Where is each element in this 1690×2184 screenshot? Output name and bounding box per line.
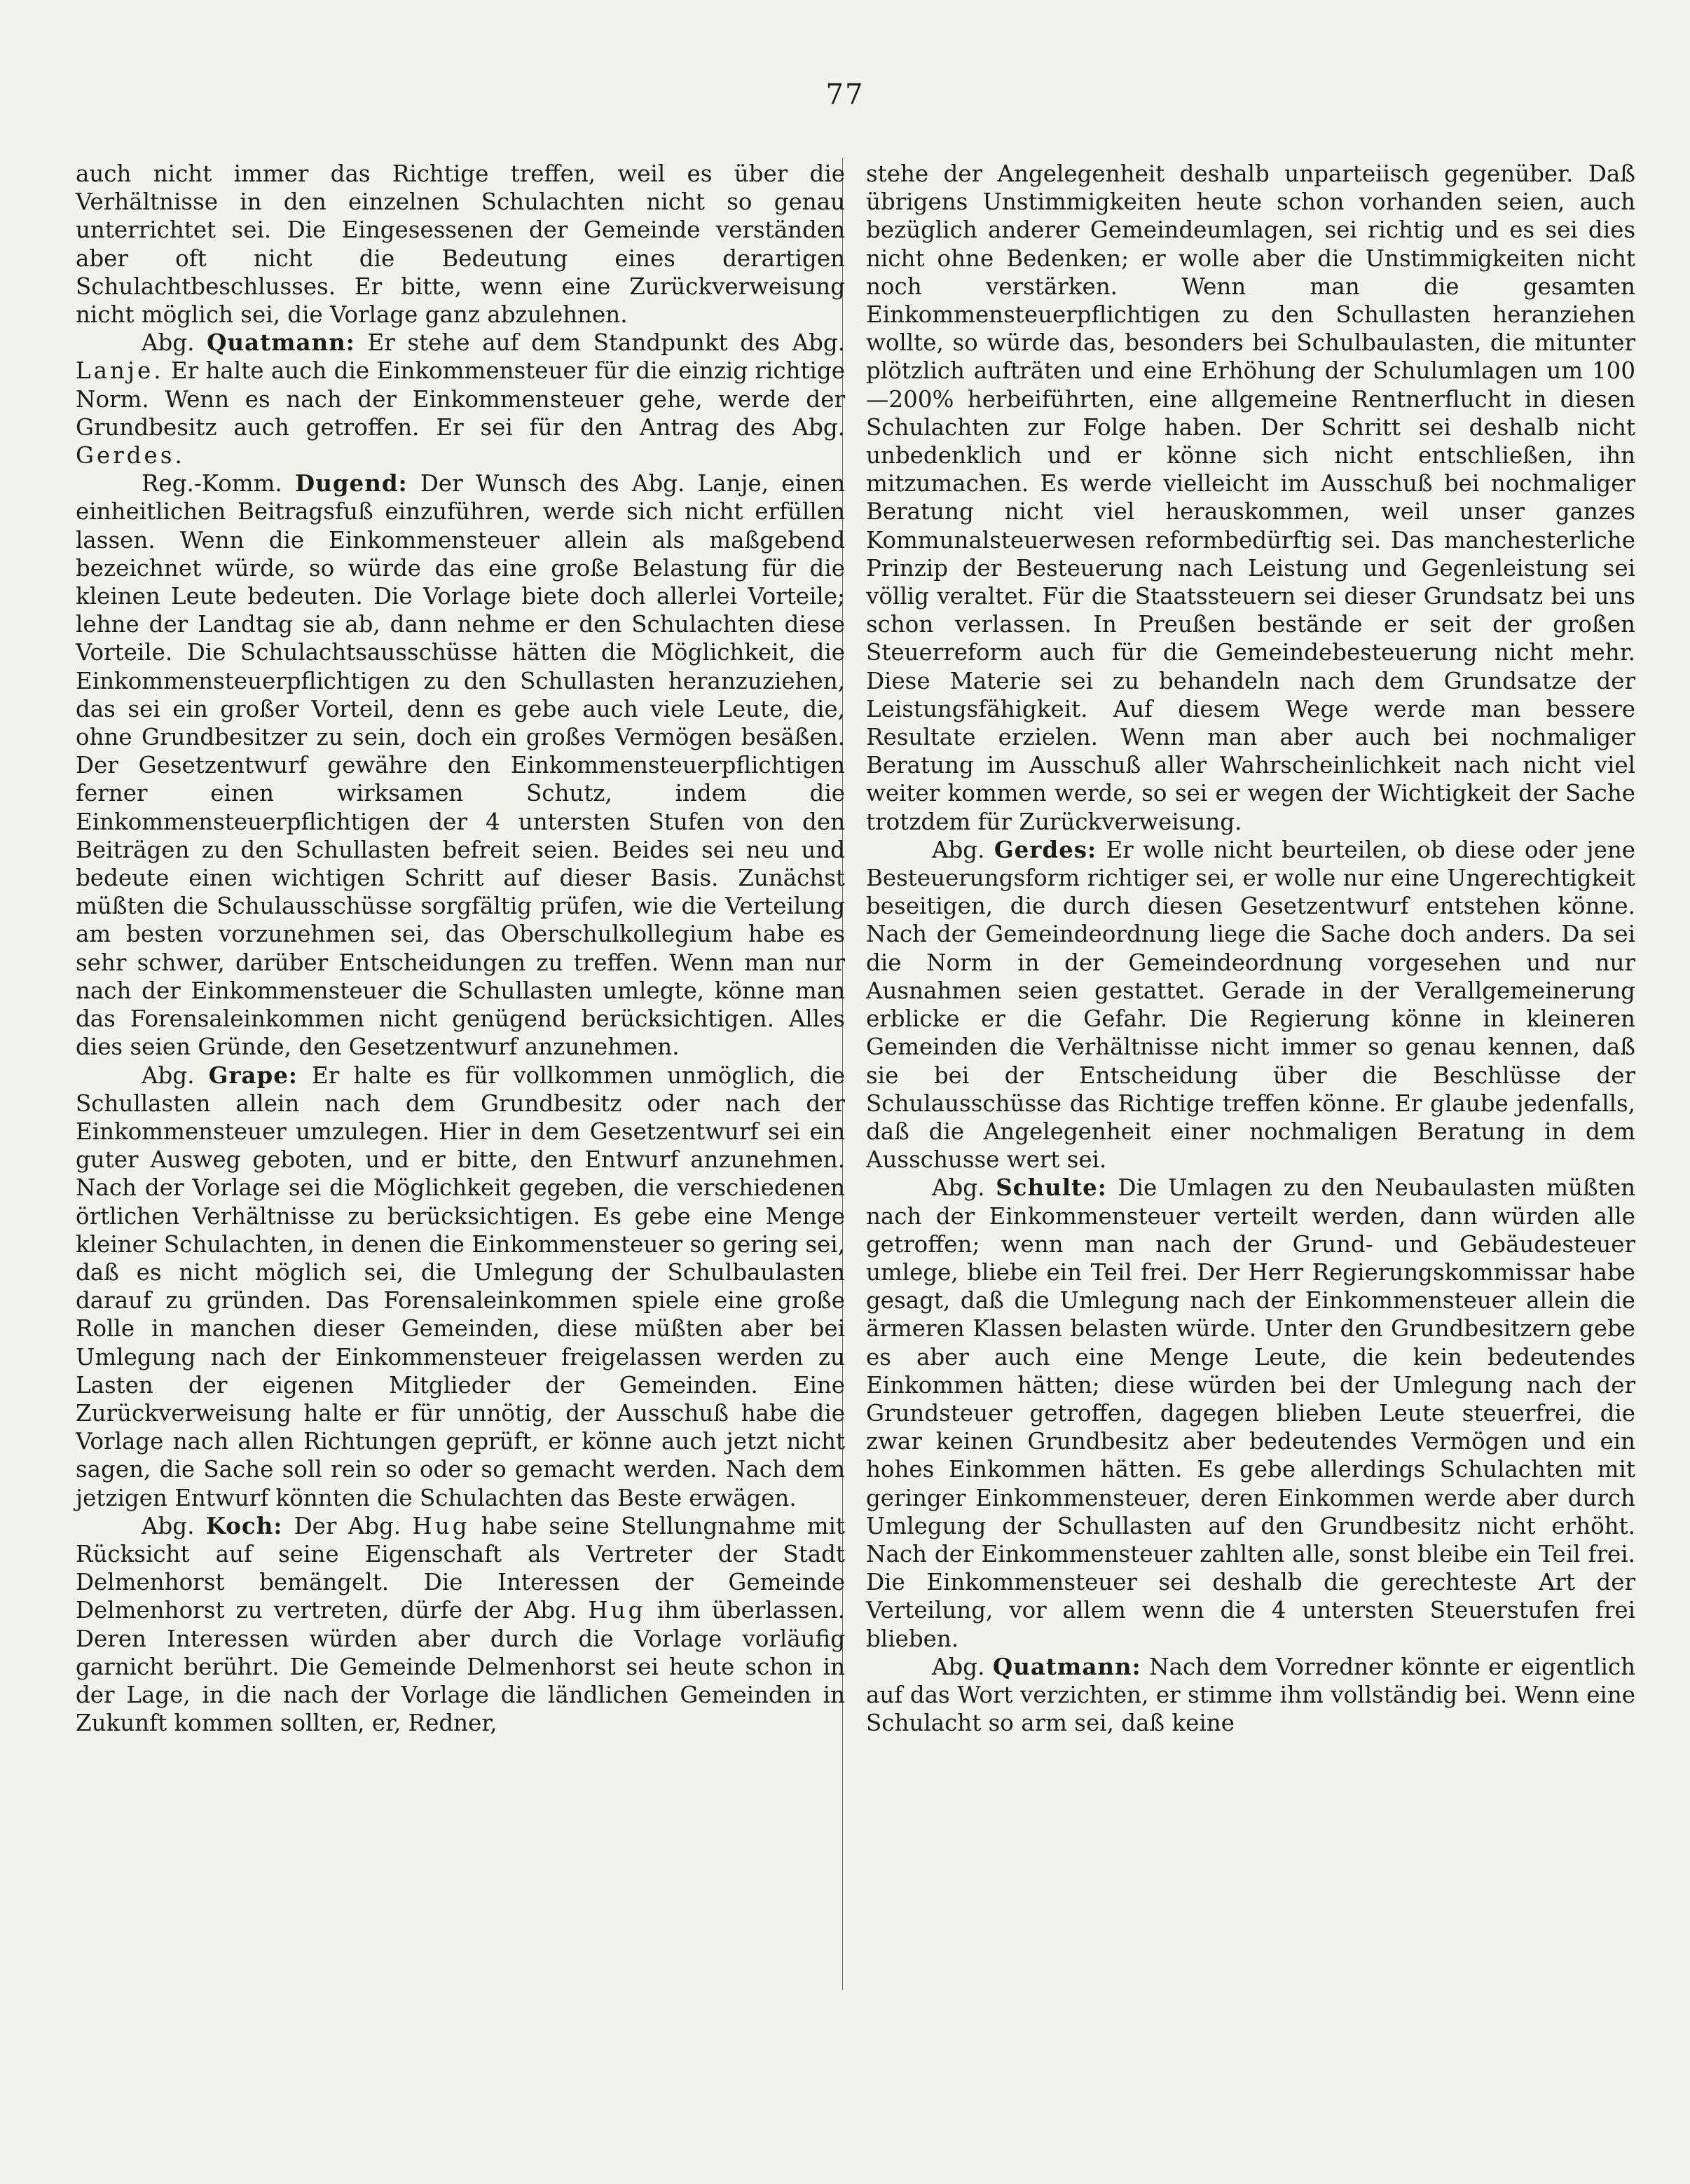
speaker-name: Dugend: [295,469,408,497]
paragraph [866,836,1635,1174]
paragraph [76,1512,845,1738]
paragraph-text: Er stehe auf dem Standpunkt des Abg. [367,329,845,357]
speaker-name: Gerdes: [994,835,1097,863]
speaker-name: Schulte: [996,1174,1107,1202]
speaker-title: Abg. [932,1653,985,1680]
paragraph [76,329,845,469]
speaker-name: Grape: [208,1061,298,1089]
paragraph-text: Die Umlagen zu den Neubaulasten müßten nach der Einkommensteuer verteilt werden, dann würden alle getroffen; wenn man nach der Grund- und Gebäudesteuer umlege, bliebe ein Teil frei. Der Herr Regierungskommissar habe gesagt, daß die Umlegung nach der Einkommensteuer allein die ärmeren Klassen belasten würde. Unter den Grundbesitzern gebe es aber auch eine Menge Leute, die kein bedeutendes Einkommen hätten; diese würden bei der Umlegung nach der Grundsteuer getroffen, dagegen blieben Leute steuerfrei, die zwar keinen Grundbesitz aber bedeutendes Vermögen und ein hohes Einkommen hätten. Es gebe allerdings Schulachten mit geringer Einkommensteuer, deren Einkommen werde aber durch Umlegung der Schullasten auf den Grundbesitz nicht erhöht. Nach der Einkommensteuer zahlten alle, sonst bleibe ein Teil frei. Die Einkommensteuer sei deshalb die gerechteste Art der Verteilung, vor allem wenn die 4 untersten Steuerstufen frei blieben. [866,1174,1635,1652]
paragraph-text: habe seine Stellungnahme mit Rücksicht auf seine Eigenschaft als Vertreter der Stadt Delmenhorst bemängelt. Die Interessen der Gemeinde Delmenhorst zu vertreten, dürfe der Abg. [76,1512,845,1624]
paragraph [76,469,845,1061]
speaker-title: Abg. [142,1062,195,1089]
paragraph-text: Er wolle nicht beurteilen, ob diese oder jene Besteuerungsform richtiger sei, er wolle nur eine Ungerechtigkeit beseitigen, die durch diesen Gesetzentwurf entstehen könne. Nach der Gemeindeordnung liege die Sache doch anders. Da sei die Norm in der Gemeindeordnung vorgesehen und nur Ausnahmen seien gestattet. Gerade in der Verallgemeinerung erblicke er die Gefahr. Die Regierung könne in kleineren Gemeinden die Verhältnisse nicht immer so genau kennen, daß sie bei der Entscheidung über die Beschlüsse der Schulausschüsse das Richtige treffen könne. Er glaube jedenfalls, daß die Angelegenheit einer nochmaligen Beratung in dem Ausschusse wert sei. [866,836,1635,1174]
paragraph-text: ihm überlassen. Deren Interessen würden aber durch die Vorlage vorläufig garnicht berührt. Die Gemeinde Delmenhorst sei heute schon in der Lage, in die nach der Vorlage die ländlichen Gemeinden in Zukunft kommen sollten, er, Redner, [76,1597,845,1737]
page-number: 77 [825,78,865,111]
paragraph-text: Er halte es für vollkommen unmöglich, die Schullasten allein nach dem Grundbesitz oder nach der Einkommensteuer umzulegen. Hier in dem Gesetzentwurf sei ein guter Ausweg geboten, und er bitte, den Entwurf anzunehmen. Nach der Vorlage sei die Möglichkeit gegeben, die verschiedenen örtlichen Verhältnisse zu berücksichtigen. Es gebe eine Menge kleiner Schulachten, in denen die Einkommensteuer so gering sei, daß es nicht möglich sei, die Umlegung der Schulbaulasten darauf zu gründen. Das Forensaleinkommen spiele eine große Rolle in manchen dieser Gemeinden, diese müßten aber bei Umlegung nach der Einkommensteuer freigelassen werden zu Lasten der eigenen Mitglieder der Gemeinden. Eine Zurückverweisung halte er für unnötig, der Ausschuß habe die Vorlage nach allen Richtungen geprüft, er könne auch jetzt nicht sagen, die Sache soll rein so oder so gemacht werden. Nach dem jetzigen Entwurf könnten die Schulachten das Beste erwägen. [76,1062,845,1511]
speaker-name: Quatmann: [207,329,355,357]
member-reference: Hug [412,1512,470,1539]
speaker-title: Abg. [142,1512,195,1539]
paragraph [866,1653,1635,1738]
speaker-title: Abg. [142,329,195,357]
paragraph-text: Der Wunsch des Abg. Lanje, einen einheitlichen Beitragsfuß einzuführen, werde sich nicht erfüllen lassen. Wenn die Einkommensteuer allein als maßgebend bezeichnet würde, so würde das eine große Belastung für die kleinen Leute bedeuten. Die Vorlage biete doch allerlei Vorteile; lehne der Landtag sie ab, dann nehme er den Schulachten diese Vorteile. Die Schulachtsausschüsse hätten die Möglichkeit, die Einkommensteuerpflichtigen zu den Schullasten heranzuziehen, das sei ein großer Vorteil, denn es gebe auch viele Leute, die, ohne Grundbesitzer zu sein, doch ein großes Vermögen besäßen. Der Gesetzentwurf gewähre den Einkommensteuerpflichtigen ferner einen wirksamen Schutz, indem die Einkommensteuerpflichtigen der 4 untersten Stufen von den Beiträgen zu den Schullasten befreit seien. Beides sei neu und bedeute einen wichtigen Schritt auf dieser Basis. Zunächst müßten die Schulausschüsse sorgfältig prüfen, wie die Verteilung am besten vorzunehmen sei, das Oberschulkollegium habe es sehr schwer, darüber Entscheidungen zu treffen. Wenn man nur nach der Einkommensteuer die Schullasten umlegte, könne man das Forensaleinkommen nicht genügend berücksichtigen. Alles dies seien Gründe, den Gesetzentwurf anzunehmen. [76,470,845,1061]
paragraph-text: Nach dem Vorredner könnte er eigentlich auf das Wort verzichten, er stimme ihm vollständig bei. Wenn eine Schulacht so arm sei, daß keine [866,1653,1635,1737]
speaker-title: Abg. [932,836,985,863]
speaker-name: Koch: [205,1511,283,1539]
paragraph-text: Er halte auch die Einkommensteuer für die einzig richtige Norm. Wenn es nach der Einkommensteuer gehe, werde der Grundbesitz auch getroffen. Er sei für den Antrag des Abg. [76,357,845,441]
member-reference: Gerdes. [76,442,185,469]
paragraph: auch nicht immer das Richtige treffen, weil es über die Verhältnisse in den einzelnen Schulachten nicht so genau unterrichtet sei. Die Eingesessenen der Gemeinde verständen aber oft nicht die Bedeutung eines derartigen Schulachtbeschlusses. Er bitte, wenn eine Zurückverweisung nicht möglich sei, die Vorlage ganz abzulehnen. [76,160,845,329]
paragraph: stehe der Angelegenheit deshalb unparteiisch gegenüber. Daß übrigens Unstimmigkeiten heute schon vorhanden seien, auch bezüglich anderer Gemeindeumlagen, sei richtig und es sei dies nicht ohne Bedenken; er wolle aber die Unstimmigkeiten nicht noch verstärken. Wenn man die gesamten Einkommensteuerpflichtigen zu den Schullasten heranziehen wollte, so würde das, besonders bei Schulbaulasten, die mitunter plötzlich aufträten und eine Erhöhung der Schulumlagen um 100—200% herbeiführten, eine allgemeine Rentnerflucht in diesen Schulachten zur Folge haben. Der Schritt sei deshalb nicht unbedenklich und er könne sich nicht entschließen, ihn mitzumachen. Es werde vielleicht im Ausschuß bei nochmaliger Beratung nicht viel herauskommen, weil unser ganzes Kommunalsteuerwesen reformbedürftig sei. Das manchesterliche Prinzip der Besteuerung nach Leistung und Gegenleistung sei völlig veraltet. Für die Staatssteuern sei dieser Grundsatz bei uns schon verlassen. In Preußen bestände er seit der großen Steuerreform auch für die Gemeindebesteuerung nicht mehr. Diese Materie sei zu behandeln nach dem Grundsatze der Leistungsfähigkeit. Auf diesem Wege werde man bessere Resultate erzielen. Wenn man aber auch bei nochmaliger Beratung im Ausschuß aller Wahrscheinlichkeit nach nicht viel weiter kommen werde, so sei er wegen der Wichtigkeit der Sache trotzdem für Zurückverweisung. [866,160,1635,835]
left-column [76,160,845,1737]
right-column [866,160,1635,1737]
paragraph [866,1174,1635,1652]
member-reference: Lanje. [76,357,164,385]
speaker-title: Abg. [932,1174,985,1202]
paragraph-text: Der Abg. [294,1512,401,1539]
paragraph [76,1062,845,1512]
speaker-name: Quatmann: [992,1652,1141,1680]
speaker-title: Reg.-Komm. [142,470,282,497]
member-reference: Hug [588,1597,646,1624]
